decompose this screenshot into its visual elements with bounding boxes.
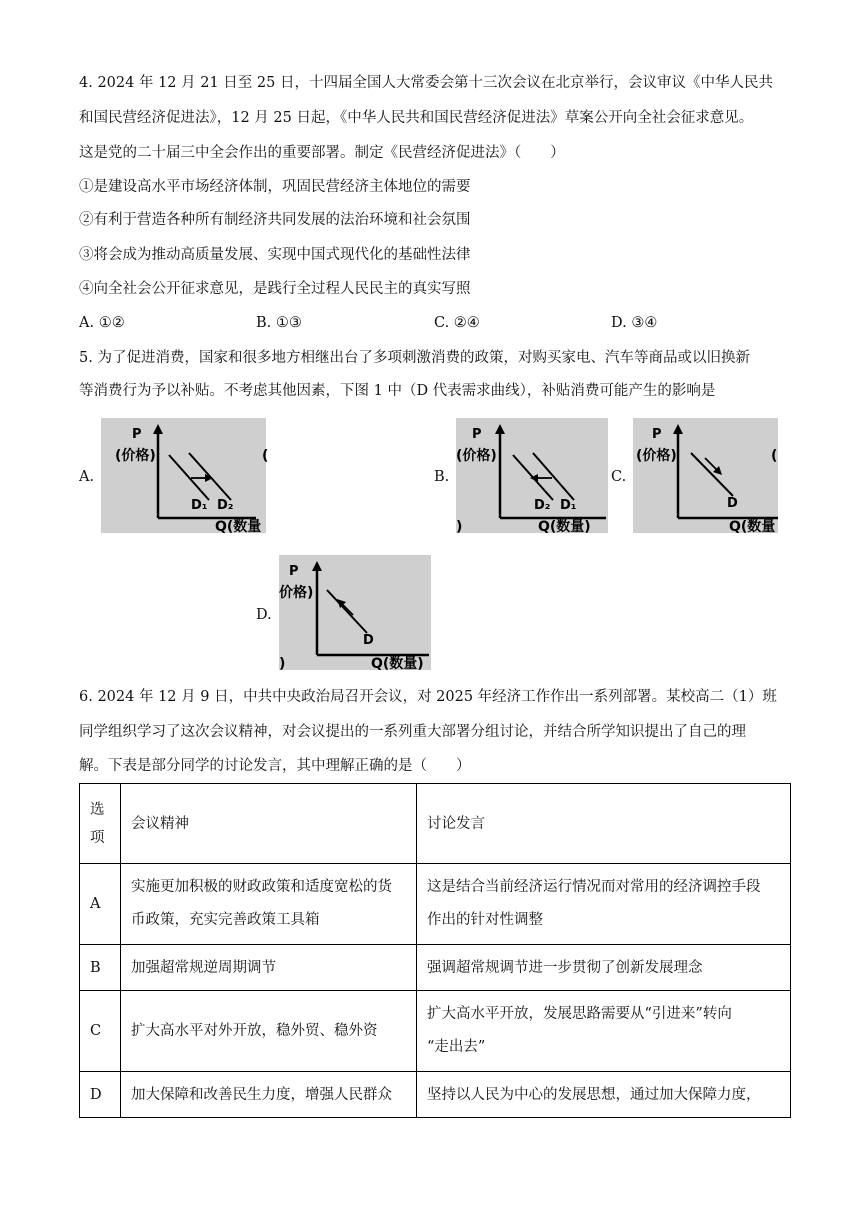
table-cell-spirit: 实施更加积极的财政政策和适度宽松的货 币政策，充实完善政策工具箱 — [121, 864, 417, 945]
q4-stem-line-1: 4. 2024 年 12 月 21 日至 25 日，十四届全国人大常委会第十三次会议在北京举行，会议审议《中华人民共 — [79, 75, 773, 91]
q5-graph-d — [279, 555, 431, 670]
q4-statement-1: ①是建设高水平市场经济体制，巩固民营经济主体地位的需要 — [79, 179, 471, 195]
q6-table — [79, 783, 791, 1118]
q5-stem-line-2: 等消费行为予以补贴。不考虑其他因素，下图 1 中（D 代表需求曲线），补贴消费可能产生的影响是 — [79, 383, 716, 399]
table-row — [80, 864, 791, 945]
q6-stem-line-2: 同学组织学习了这次会议精神，对会议提出的一系列重大部署分组讨论，并结合所学知识提出了自己的理 — [79, 724, 746, 740]
q5-graph-a-qty-label: Q(数量 — [215, 519, 262, 535]
q5-graph-c-qty-label: Q(数量 — [729, 519, 776, 535]
q5-graph-b — [456, 418, 608, 533]
q5-option-c-letter: C. — [611, 469, 627, 485]
table-cell-speech: 这是结合当前经济运行情况而对常用的经济调控手段 作出的针对性调整 — [417, 864, 791, 945]
q5-graph-a-d1-label: D₁ — [191, 498, 208, 513]
q5-graph-b-side-mark: ) — [456, 519, 463, 535]
q5-stem-line-1: 5. 为了促进消费，国家和很多地方相继出台了多项刺激消费的政策，对购买家电、汽车等商品或以旧换新 — [79, 350, 750, 366]
q5-graph-d-d-label: D — [363, 633, 374, 648]
q5-graph-b-d1-label: D₁ — [560, 498, 577, 513]
table-cell-speech: 强调超常规调节进一步贯彻了创新发展理念 — [417, 945, 791, 991]
table-cell-option: D — [80, 1072, 121, 1118]
q6-stem-line-3: 解。下表是部分同学的讨论发言，其中理解正确的是（ ） — [79, 758, 471, 774]
q4-statement-4: ④向全社会公开征求意见，是践行全过程人民民主的真实写照 — [79, 281, 471, 297]
q4-statement-3: ③将会成为推动高质量发展、实现中国式现代化的基础性法律 — [79, 247, 471, 263]
table-cell-spirit: 扩大高水平对外开放，稳外贸、稳外资 — [121, 991, 417, 1072]
q4-option-a: A. ①② — [79, 315, 125, 331]
q6-stem-line-1: 6. 2024 年 12 月 9 日，中共中央政治局召开会议，对 2025 年经济工作作出一系列部署。某校高二（1）班 — [79, 689, 777, 705]
q4-option-c: C. ②④ — [434, 315, 480, 331]
q5-option-a-letter: A. — [79, 469, 95, 485]
table-cell-spirit: 加大保障和改善民生力度，增强人民群众 — [121, 1072, 417, 1118]
q5-graph-d-price-label: 价格) — [279, 585, 314, 601]
q5-graph-a-side-mark: ( — [262, 448, 269, 464]
table-cell-speech: 坚持以人民为中心的发展思想，通过加大保障力度， — [417, 1072, 791, 1118]
q5-graph-b-price-label: (价格) — [456, 448, 497, 464]
q5-option-b-letter: B. — [434, 469, 450, 485]
table-row — [80, 1072, 791, 1118]
q5-graph-b-p-label: P — [472, 427, 482, 442]
q5-graph-d-side-mark: ) — [279, 656, 286, 672]
table-row — [80, 991, 791, 1072]
table-cell-option: A — [80, 864, 121, 945]
q5-graph-a-price-label: (价格) — [115, 448, 156, 464]
table-header-row — [80, 784, 791, 864]
q4-stem-line-2: 和国民营经济促进法》，12 月 25 日起，《中华人民共和国民营经济促进法》草案公开向全社会征求意见。 — [79, 110, 754, 126]
table-header-option: 选 项 — [80, 784, 121, 864]
q5-graph-a — [101, 418, 269, 535]
q5-graph-c-side-mark: ( — [771, 448, 778, 464]
q5-graph-c-d-label: D — [727, 496, 738, 511]
q5-graph-c-price-label: (价格) — [636, 448, 677, 464]
q4-statement-2: ②有利于营造各种所有制经济共同发展的法治环境和社会氛围 — [79, 212, 471, 228]
q5-graph-c — [633, 418, 778, 533]
table-row — [80, 945, 791, 991]
q5-graph-b-d2-label: D₂ — [534, 498, 551, 513]
table-header-spirit: 会议精神 — [121, 784, 417, 864]
table-header-speech: 讨论发言 — [417, 784, 791, 864]
q5-graph-b-qty-label: Q(数量) — [538, 519, 591, 535]
q5-graph-d-qty-label: Q(数量) — [371, 656, 424, 672]
table-cell-option: C — [80, 991, 121, 1072]
table-cell-option: B — [80, 945, 121, 991]
table-cell-spirit: 加强超常规逆周期调节 — [121, 945, 417, 991]
table-cell-speech: 扩大高水平开放，发展思路需要从“引进来”转向 “走出去” — [417, 991, 791, 1072]
q4-option-b: B. ①③ — [256, 315, 302, 331]
q5-option-d-letter: D. — [256, 607, 272, 623]
q5-graph-d-p-label: P — [289, 564, 299, 579]
q4-stem-line-3: 这是党的二十届三中全会作出的重要部署。制定《民营经济促进法》（ ） — [79, 145, 565, 161]
q5-graph-a-d2-label: D₂ — [217, 498, 234, 513]
q5-graph-a-p-label: P — [132, 427, 142, 442]
q4-option-d: D. ③④ — [611, 315, 658, 331]
q5-graph-c-p-label: P — [652, 427, 662, 442]
